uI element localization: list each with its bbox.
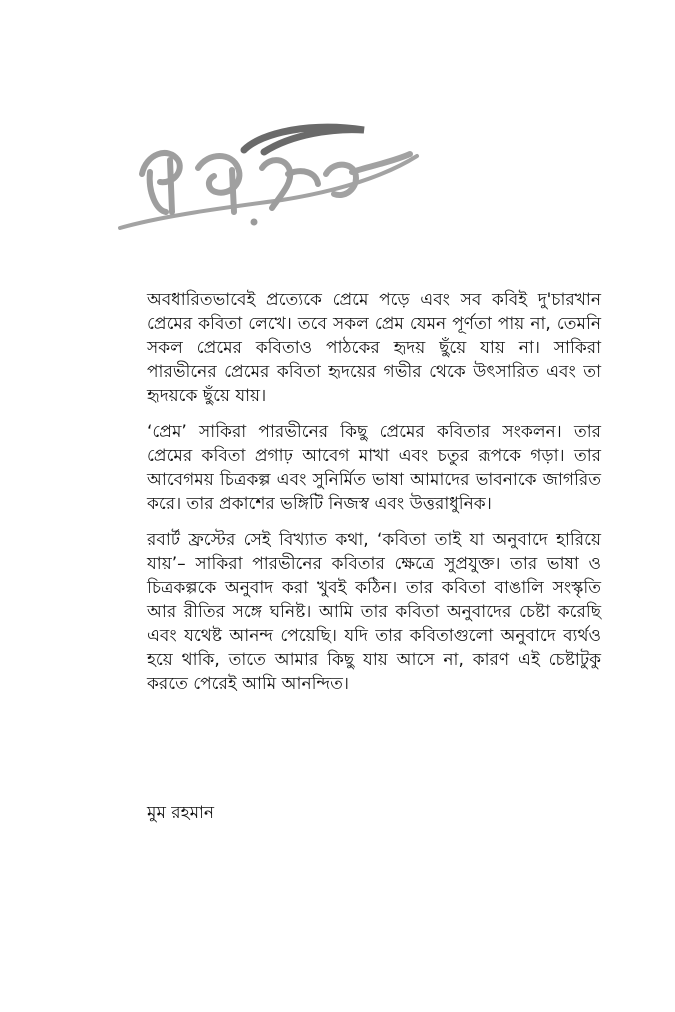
logo-dot: [251, 219, 258, 226]
logo-arc: [244, 127, 364, 152]
paragraph-3: রবার্ট ফ্রস্টের সেই বিখ্যাত কথা, ‘কবিতা তাই যা অনুবাদে হারিয়ে যায়’– সাকিরা পারভীনের কবিতার ক্ষেত্রে সুপ্রযুক্ত। তার ভাষা ও চিত্রকল্পকে অনুবাদ করা খুবই কঠিন। তার কবিতা বাঙালি সংস্কৃতি আর রীতির সঙ্গে ঘনিষ্ট। আমি তার কবিতা অনুবাদের চেষ্টা করেছি এবং যথেষ্ট আনন্দ পেয়েছি। যদি তার কবিতাগুলো অনুবাদে ব্যর্থও হয়ে থাকি, তাতে আমার কিছু যায় আসে না, কারণ এই চেষ্টাটুকু করতে পেরেই আমি আনন্দিত।: [147, 530, 601, 694]
paragraph-2: ‘প্রেম’ সাকিরা পারভীনের কিছু প্রেমের কবিতার সংকলন। তার প্রেমের কবিতা প্রগাঢ় আবেগ মাখা এবং চতুর রূপকে গড়া। তার আবেগময় চিত্রকল্প এবং সুনির্মিত ভাষা আমাদের ভাবনাকে জাগরিত করে। তার প্রকাশের ভঙ্গিটি নিজস্ব এবং উত্তরাধুনিক।: [147, 422, 601, 514]
logo-letter-2: [198, 156, 239, 212]
title-calligraphy-logo: [112, 112, 422, 242]
calligraphy-mark: [112, 112, 422, 242]
logo-letter-1: [142, 153, 180, 212]
author-signature: মুম রহমান: [147, 803, 215, 823]
paragraph-1: অবধারিতভাবেই প্রত্যেকে প্রেমে পড়ে এবং সব কবিই দু'চারখান প্রেমের কবিতা লেখে। তবে সকল প্রেম যেমন পূর্ণতা পায় না, তেমনি সকল প্রেমের কবিতাও পাঠকের হৃদয় ছুঁয়ে যায় না। সাকিরা পারভীনের প্রেমের কবিতা হৃদয়ের গভীর থেকে উৎসারিত এবং তা হৃদয়কে ছুঁয়ে যায়।: [147, 290, 601, 406]
foreword-body: [147, 288, 601, 708]
